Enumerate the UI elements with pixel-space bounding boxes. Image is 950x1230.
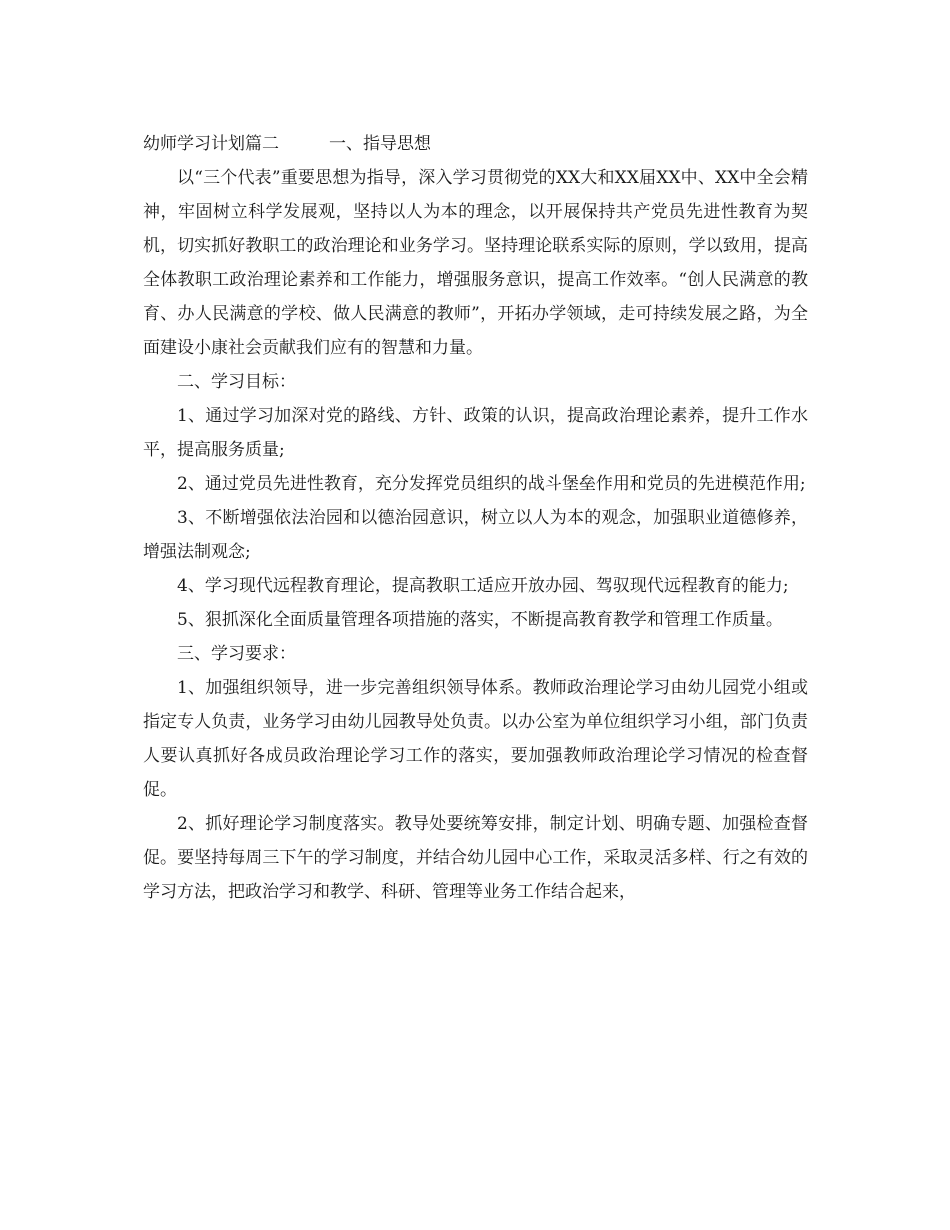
guiding-ideology-paragraph: 以“三个代表”重要思想为指导，深入学习贯彻党的XX大和XX届XX中、XX中全会精神，牢固树立科学发展观，坚持以人为本的理念，以开展保持共产党员先进性教育为契机，切实抓好教职工的政治理论和业务学习。坚持理论联系实际的原则，学以致用，提高全体教职工政治理论素养和工作能力，增强服务意识，提高工作效率。“创人民满意的教育、办人民满意的学校、做人民满意的教师”，开拓办学领域，走可持续发展之路，为全面建设小康社会贡献我们应有的智慧和力量。: [143, 168, 808, 358]
section-heading-3: 三、学习要求：: [177, 644, 296, 664]
requirement-item: 1、加强组织领导，进一步完善组织领导体系。教师政治理论学习由幼儿园党小组或指定专人负责，业务学习由幼儿园教导处负责。以办公室为单位组织学习小组，部门负责人要认真抓好各成员政治理论学习工作的落实，要加强教师政治理论学习情况的检查督促。: [143, 678, 808, 800]
goal-item: 2、通过党员先进性教育，充分发挥党员组织的战斗堡垒作用和党员的先进模范作用;: [177, 474, 806, 494]
section-heading-1: 一、指导思想: [329, 134, 431, 154]
goal-item: 3、不断增强依法治园和以德治园意识，树立以人为本的观念，加强职业道德修养，增强法制观念;: [143, 508, 808, 562]
document-body: [143, 127, 808, 909]
document-title: 幼师学习计划篇二: [143, 134, 279, 154]
requirement-item: 2、抓好理论学习制度落实。教导处要统筹安排，制定计划、明确专题、加强检查督促。要坚持每周三下午的学习制度，并结合幼儿园中心工作，采取灵活多样、行之有效的学习方法，把政治学习和教学、科研、管理等业务工作结合起来，: [143, 814, 808, 902]
title-line: [143, 127, 808, 161]
goal-item: 5、狠抓深化全面质量管理各项措施的落实，不断提高教育教学和管理工作质量。: [177, 610, 783, 630]
goal-item: 4、学习现代远程教育理论，提高教职工适应开放办园、驾驭现代远程教育的能力;: [177, 576, 789, 596]
section-heading-2: 二、学习目标：: [177, 372, 296, 392]
goal-item: 1、通过学习加深对党的路线、方针、政策的认识，提高政治理论素养，提升工作水平，提高服务质量;: [143, 406, 808, 460]
